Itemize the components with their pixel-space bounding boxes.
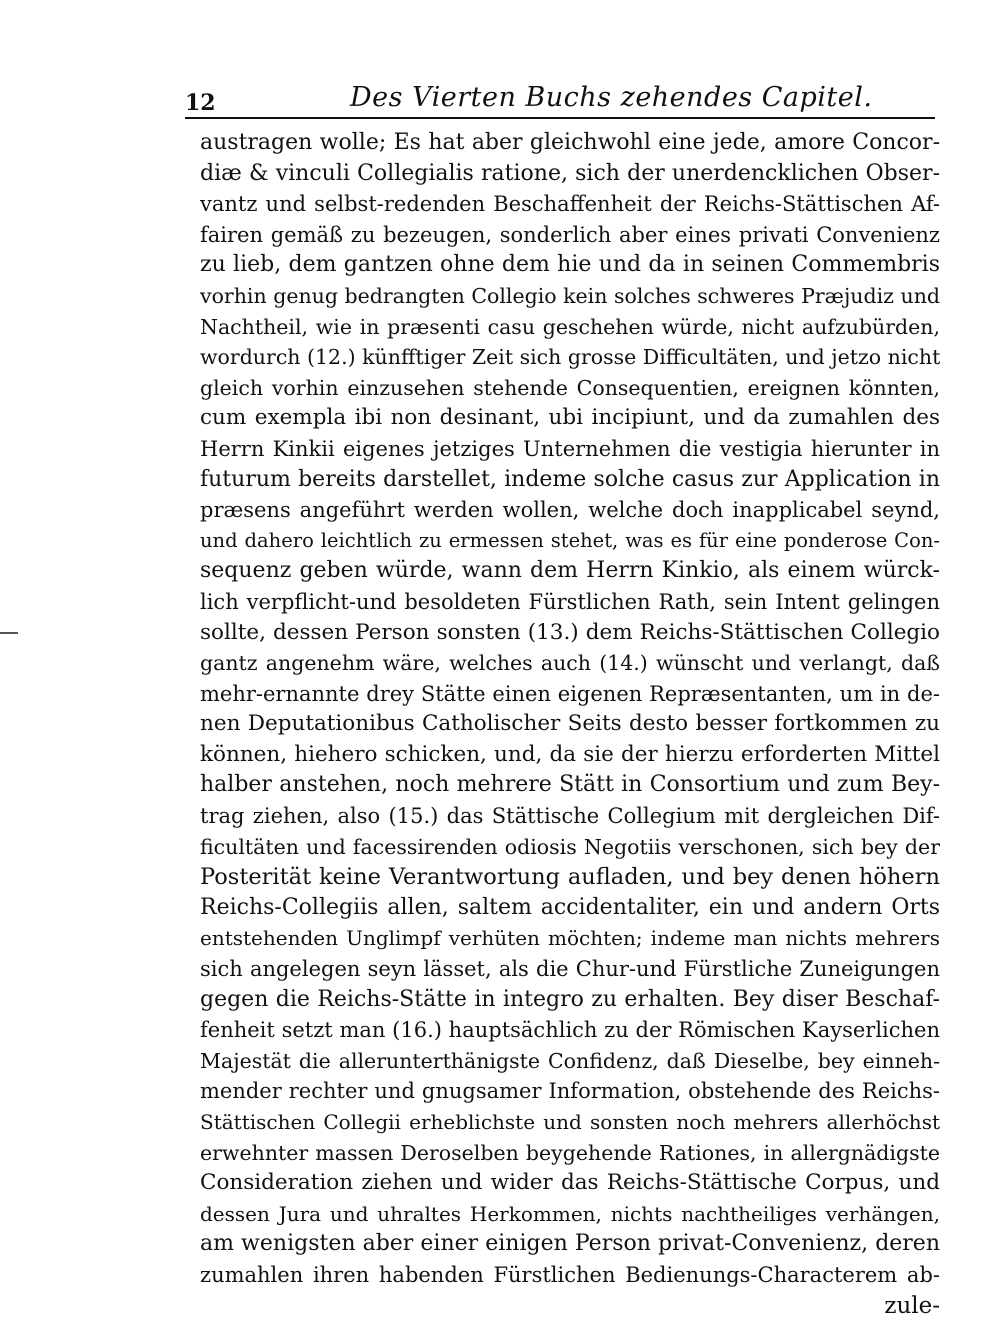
text-line: Herrn Kinkii eigenes jetziges Unternehmen die vestigia hierunter in: [200, 436, 940, 461]
text-line: zule-: [884, 1292, 940, 1319]
text-line: mehr-ernannte drey Stätte einen eigenen Repræsentanten, um in de-: [200, 681, 940, 706]
text-line: Stättischen Collegii erheblichste und sonsten noch mehrers allerhöchst: [200, 1110, 940, 1134]
text-line: lich verpflicht-und besoldeten Fürstlichen Rath, sein Intent gelingen: [200, 589, 940, 614]
text-line: mender rechter und gnugsamer Information, obstehende des Reichs-: [200, 1079, 940, 1104]
text-line: Consideration ziehen und wider das Reichs-Stättische Corpus, und: [200, 1170, 940, 1196]
margin-mark: [0, 632, 18, 634]
text-line: und dahero leichtlich zu ermessen stehet, was es für eine ponderose Con-: [200, 528, 940, 552]
body-text: [200, 128, 940, 1321]
text-line: ficultäten und facessirenden odiosis Negotiis verschonen, sich bey der: [200, 834, 940, 859]
text-line: diæ & vinculi Collegialis ratione, sich der unerdencklichen Obser-: [200, 160, 940, 186]
text-line: cum exempla ibi non desinant, ubi incipiunt, und da zumahlen des: [200, 405, 940, 431]
text-line: sollte, dessen Person sonsten (13.) dem Reichs-Stättischen Collegio: [200, 619, 940, 645]
text-line: erwehnter massen Deroselben beygehende Rationes, in allergnädigste: [200, 1140, 940, 1165]
text-line: sequenz geben würde, wann dem Herrn Kinkio, als einem würck-: [200, 558, 940, 584]
text-line: entstehenden Unglimpf verhüten möchten; indeme man nichts mehrers: [200, 926, 940, 951]
text-line: sich angelegen seyn lässet, als die Chur-und Fürstliche Zuneigungen: [200, 957, 940, 982]
text-line: vantz und selbst-redenden Beschaffenheit der Reichs-Stättischen Af-: [200, 192, 940, 217]
page-header: [185, 80, 935, 120]
text-line: trag ziehen, also (15.) das Stättische Collegium mit dergleichen Dif-: [200, 804, 940, 829]
text-line: gleich vorhin einzusehen stehende Consequentien, ereignen könnten,: [200, 375, 940, 400]
text-line: vorhin genug bedrangten Collegio kein solches schweres Præjudiz und: [200, 283, 940, 308]
text-line: dessen Jura und uhraltes Herkommen, nichts nachtheiliges verhängen,: [200, 1201, 940, 1226]
text-line: Reichs-Collegiis allen, saltem accidentaliter, ein und andern Orts: [200, 894, 940, 920]
text-line: Majestät die allerunterthänigste Confidenz, daß Dieselbe, bey einneh-: [200, 1048, 940, 1073]
page-number: 12: [185, 90, 216, 116]
text-line: nen Deputationibus Catholischer Seits desto besser fortkommen zu: [200, 711, 940, 737]
text-line: können, hiehero schicken, und, da sie der hierzu erforderten Mittel: [200, 741, 940, 767]
running-head: Des Vierten Buchs zehendes Capitel.: [350, 82, 873, 113]
text-line: gantz angenehm wäre, welches auch (14.) wünscht und verlangt, daß: [200, 651, 940, 676]
text-line: præsens angeführt werden wollen, welche doch inapplicabel seynd,: [200, 498, 940, 523]
text-line: zumahlen ihren habenden Fürstlichen Bedienungs-Characterem ab-: [200, 1262, 940, 1287]
text-line: zu lieb, dem gantzen ohne dem hie und da in seinen Commembris: [200, 252, 940, 278]
header-rule: [185, 117, 935, 119]
text-line: am wenigsten aber einer einigen Person privat-Convenienz, deren: [200, 1231, 940, 1257]
text-line: gegen die Reichs-Stätte in integro zu erhalten. Bey diser Beschaf-: [200, 986, 940, 1012]
text-line: wordurch (12.) künfftiger Zeit sich grosse Difficultäten, und jetzo nicht: [200, 345, 940, 370]
text-line: halber anstehen, noch mehrere Stätt in Consortium und zum Bey-: [200, 772, 940, 798]
text-line: austragen wolle; Es hat aber gleichwohl eine jede, amore Concor-: [200, 130, 940, 155]
text-line: fenheit setzt man (16.) hauptsächlich zu der Römischen Kayserlichen: [200, 1018, 940, 1043]
text-line: futurum bereits darstellet, indeme solche casus zur Application in: [200, 466, 940, 492]
text-line: Posterität keine Verantwortung aufladen, und bey denen höhern: [200, 864, 940, 891]
text-line: Nachtheil, wie in præsenti casu geschehen würde, nicht aufzubürden,: [200, 314, 940, 339]
text-line: fairen gemäß zu bezeugen, sonderlich aber eines privati Convenienz: [200, 222, 940, 247]
